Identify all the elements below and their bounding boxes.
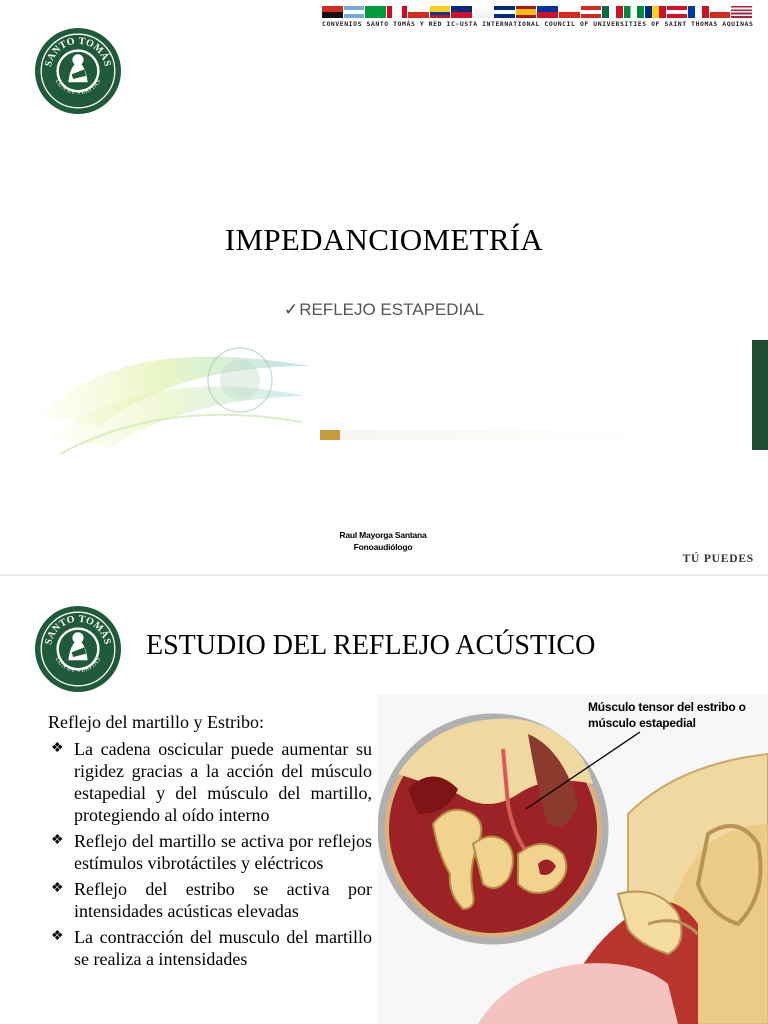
middle-ear-illustration	[378, 694, 768, 1024]
flag-icon	[516, 6, 537, 18]
flag-icon	[731, 6, 752, 18]
flag-icon	[624, 6, 645, 18]
slogan: TÚ PUEDES	[682, 553, 754, 565]
svg-text:SANTO TOMÁS: SANTO TOMÁS	[43, 613, 113, 646]
flag-icon	[688, 6, 709, 18]
svg-text:LUX ET VERITAS: LUX ET VERITAS	[53, 77, 103, 97]
presenter-role: Fonoaudiólogo	[353, 542, 413, 552]
partner-flags-strip	[322, 6, 752, 18]
flag-icon	[667, 6, 688, 18]
list-item: ❖ La cadena oscicular puede aumentar su rigidez gracias a la acción del músculo estapedial y del músculo del martillo, protegiendo al oído interno	[51, 739, 372, 825]
presenter-name: Raul Mayorga Santana	[339, 530, 427, 540]
list-item: ❖ Reflejo del martillo se activa por reflejos estímulos vibrotáctiles y eléctricos	[51, 831, 372, 873]
decorative-swoosh-graphic	[40, 336, 310, 466]
flag-icon	[473, 6, 494, 18]
slide-title: ESTUDIO DEL REFLEJO ACÚSTICO	[146, 630, 596, 661]
flag-icon	[494, 6, 515, 18]
flag-icon	[581, 6, 602, 18]
list-item: ❖ La contracción del musculo del martillo se realiza a intensidades	[51, 927, 372, 969]
check-icon: ✓	[283, 300, 299, 319]
network-caption: CONVENIOS SANTO TOMÁS Y RED IC-USTA INTERNATIONAL COUNCIL OF UNIVERSITIES OF SAINT THOMAS AQUINAS	[322, 20, 754, 28]
section-lead: Reflejo del martillo y Estribo:	[48, 712, 264, 732]
flag-icon	[537, 6, 558, 18]
flag-icon	[365, 6, 386, 18]
figure-label: Músculo tensor del estribo o músculo estapedial	[588, 700, 746, 730]
subtitle-text: REFLEJO ESTAPEDIAL	[299, 300, 485, 319]
santo-tomas-seal-logo	[35, 606, 121, 692]
bullet-list	[48, 738, 372, 974]
flag-icon	[559, 6, 580, 18]
flag-icon	[602, 6, 623, 18]
gold-accent-line	[320, 430, 644, 440]
list-item: ❖ Reflejo del estribo se activa por intensidades acústicas elevadas	[51, 879, 372, 921]
santo-tomas-seal-logo	[35, 28, 121, 114]
flag-icon	[451, 6, 472, 18]
svg-text:LUX ET VERITAS: LUX ET VERITAS	[53, 655, 103, 675]
flag-icon	[344, 6, 365, 18]
flag-icon	[387, 6, 408, 18]
flag-icon	[645, 6, 666, 18]
diamond-bullet-icon: ❖	[51, 741, 64, 756]
green-side-tab	[752, 340, 768, 450]
svg-text:SANTO TOMÁS: SANTO TOMÁS	[43, 35, 113, 68]
content-slide	[0, 576, 768, 1024]
slide-subtitle	[0, 300, 768, 320]
flag-icon	[430, 6, 451, 18]
diamond-bullet-icon: ❖	[51, 929, 64, 944]
diamond-bullet-icon: ❖	[51, 881, 64, 896]
flag-icon	[408, 6, 429, 18]
slide-title: IMPEDANCIOMETRÍA	[224, 222, 544, 257]
flag-icon	[322, 6, 343, 18]
flag-icon	[710, 6, 731, 18]
diamond-bullet-icon: ❖	[51, 833, 64, 848]
